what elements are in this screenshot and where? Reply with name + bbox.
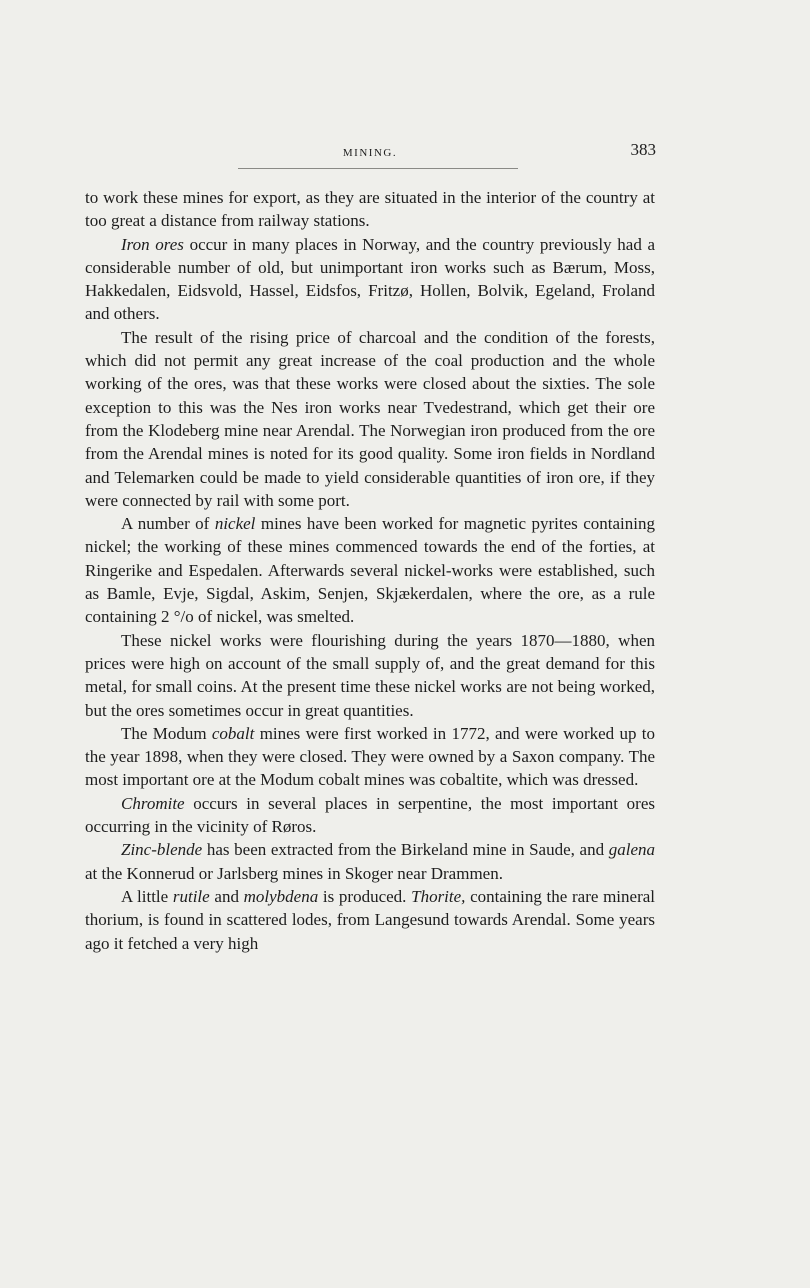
page-number: 383 <box>630 140 656 159</box>
italic-term: nickel <box>214 514 256 534</box>
text-run: to work these mines for export, as they are situated in the interior of the country at too great a distance from railway stations. <box>85 188 655 231</box>
paragraph-4 <box>85 512 655 628</box>
paragraph-9 <box>85 885 655 955</box>
text-run: The result of the rising price of charcoal and the condition of the forests, which did not permit any great increase of the coal production and the whole working of the ores, was that these works were closed about the sixties. The sole exception to this was the Nes iron works near Tvedestrand, which get their ore from the Klodeberg mine near Arendal. The Norwegian iron produced from the ore from the Arendal mines is noted for its good quality. Some iron fields in Nordland and Telemarken could be made to yield considerable quantities of iron ore, if they were connected by rail with some port. <box>85 327 655 510</box>
text-run: and <box>209 886 244 906</box>
text-run: mines were first worked in 1772, and were worked up to the year 1898, when they were closed. They were owned by a Saxon company. The most important ore at the Modum cobalt mines was cobaltite, which was dressed. <box>85 723 655 790</box>
paragraph-2 <box>85 233 655 326</box>
paragraph-6 <box>85 722 655 792</box>
paragraph-1 <box>85 186 655 233</box>
header-rule <box>238 168 518 169</box>
text-run: The Modum <box>121 723 212 743</box>
text-run: occurs in several places in serpentine, the most important ores occurring in the vicinity of Røros. <box>85 793 655 837</box>
text-run: occur in many places in Norway, and the country previously had a considerable number of old, but unimportant iron works such as Bærum, Moss, Hakkedalen, Eidsvold, Hassel, Eidsfos, Fritzø, Hollen, Bolvik, Egeland, Froland and others. <box>85 234 656 324</box>
body-text <box>85 186 655 955</box>
paragraph-3 <box>85 326 655 512</box>
italic-term: rutile <box>172 886 210 906</box>
text-run: is produced. <box>318 886 412 906</box>
running-head: MINING. <box>342 147 398 159</box>
page-header <box>84 140 656 166</box>
italic-term: galena <box>608 840 655 860</box>
text-run: at the Konnerud or Jarlsberg mines in Skoger near Drammen. <box>85 863 503 883</box>
text-run: has been extracted from the Birkeland mine in Saude, and <box>202 840 609 860</box>
italic-term: Chromite <box>121 793 185 813</box>
text-run: These nickel works were flourishing during the years 1870—1880, when prices were high on account of the small supply of, and the great demand for this metal, for small coins. At the present time these nickel works are not being worked, but the ores sometimes occur in great quantities. <box>85 630 655 720</box>
text-run: mines have been worked for magnetic pyrites containing nickel; the working of these mines commenced towards the end of the forties, at Ringerike and Espedalen. Afterwards several nickel-works were established, such as Bamle, Evje, Sigdal, Askim, Senjen, Skjækerdalen, where the ore, as a rule containing 2 °/o of nickel, was smelted. <box>85 514 655 627</box>
paragraph-7 <box>85 792 655 839</box>
italic-term: molybdena <box>243 886 319 906</box>
paragraph-8 <box>85 838 655 885</box>
italic-term: Thorite, <box>411 886 466 906</box>
text-run: containing the rare mineral thorium, is found in scattered lodes, from Langesund towards Arendal. Some years ago it fetched a very high <box>85 886 656 953</box>
text-run: A little <box>121 886 173 906</box>
italic-term: Iron ores <box>121 234 184 254</box>
italic-term: cobalt <box>211 723 255 743</box>
text-run: A number of <box>121 514 215 534</box>
paragraph-5 <box>85 629 655 722</box>
italic-term: Zinc-blende <box>121 840 203 860</box>
